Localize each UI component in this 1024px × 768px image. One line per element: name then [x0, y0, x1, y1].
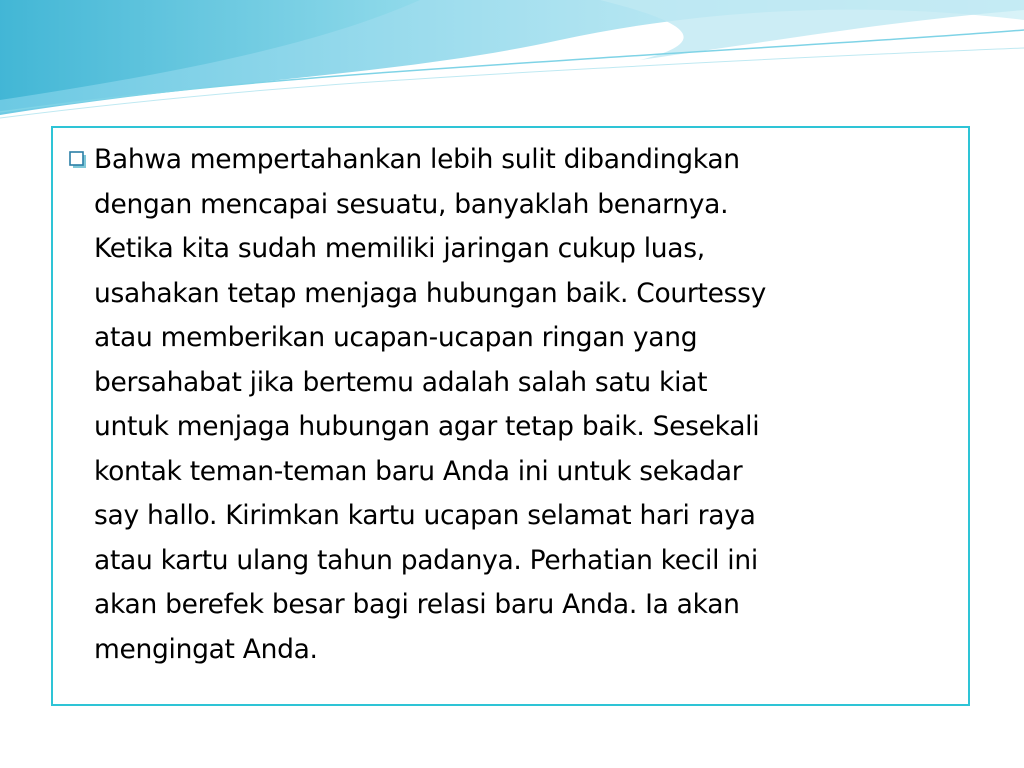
checkbox-square-icon [69, 151, 87, 169]
wave-header-decoration [0, 0, 1024, 130]
bullet-paragraph: Bahwa mempertahankan lebih sulit dibandingkan dengan mencapai sesuatu, banyaklah benarnya. Ketika kita sudah memiliki jaringan cukup luas, usahakan tetap menjaga hubungan baik. Courtessy atau memberikan ucapan-ucapan ringan yang bersahabat jika bertemu adalah salah satu kiat untuk menjaga hubungan agar tetap baik. Sesekali kontak teman-teman baru Anda ini untuk sekadar say hallo. Kirimkan kartu ucapan selamat hari raya atau kartu ulang tahun padanya. Perhatian kecil ini akan berefek besar bagi relasi baru Anda. Ia akan mengingat Anda. [94, 144, 766, 665]
bullet-item [69, 138, 959, 672]
content-box [51, 126, 970, 706]
